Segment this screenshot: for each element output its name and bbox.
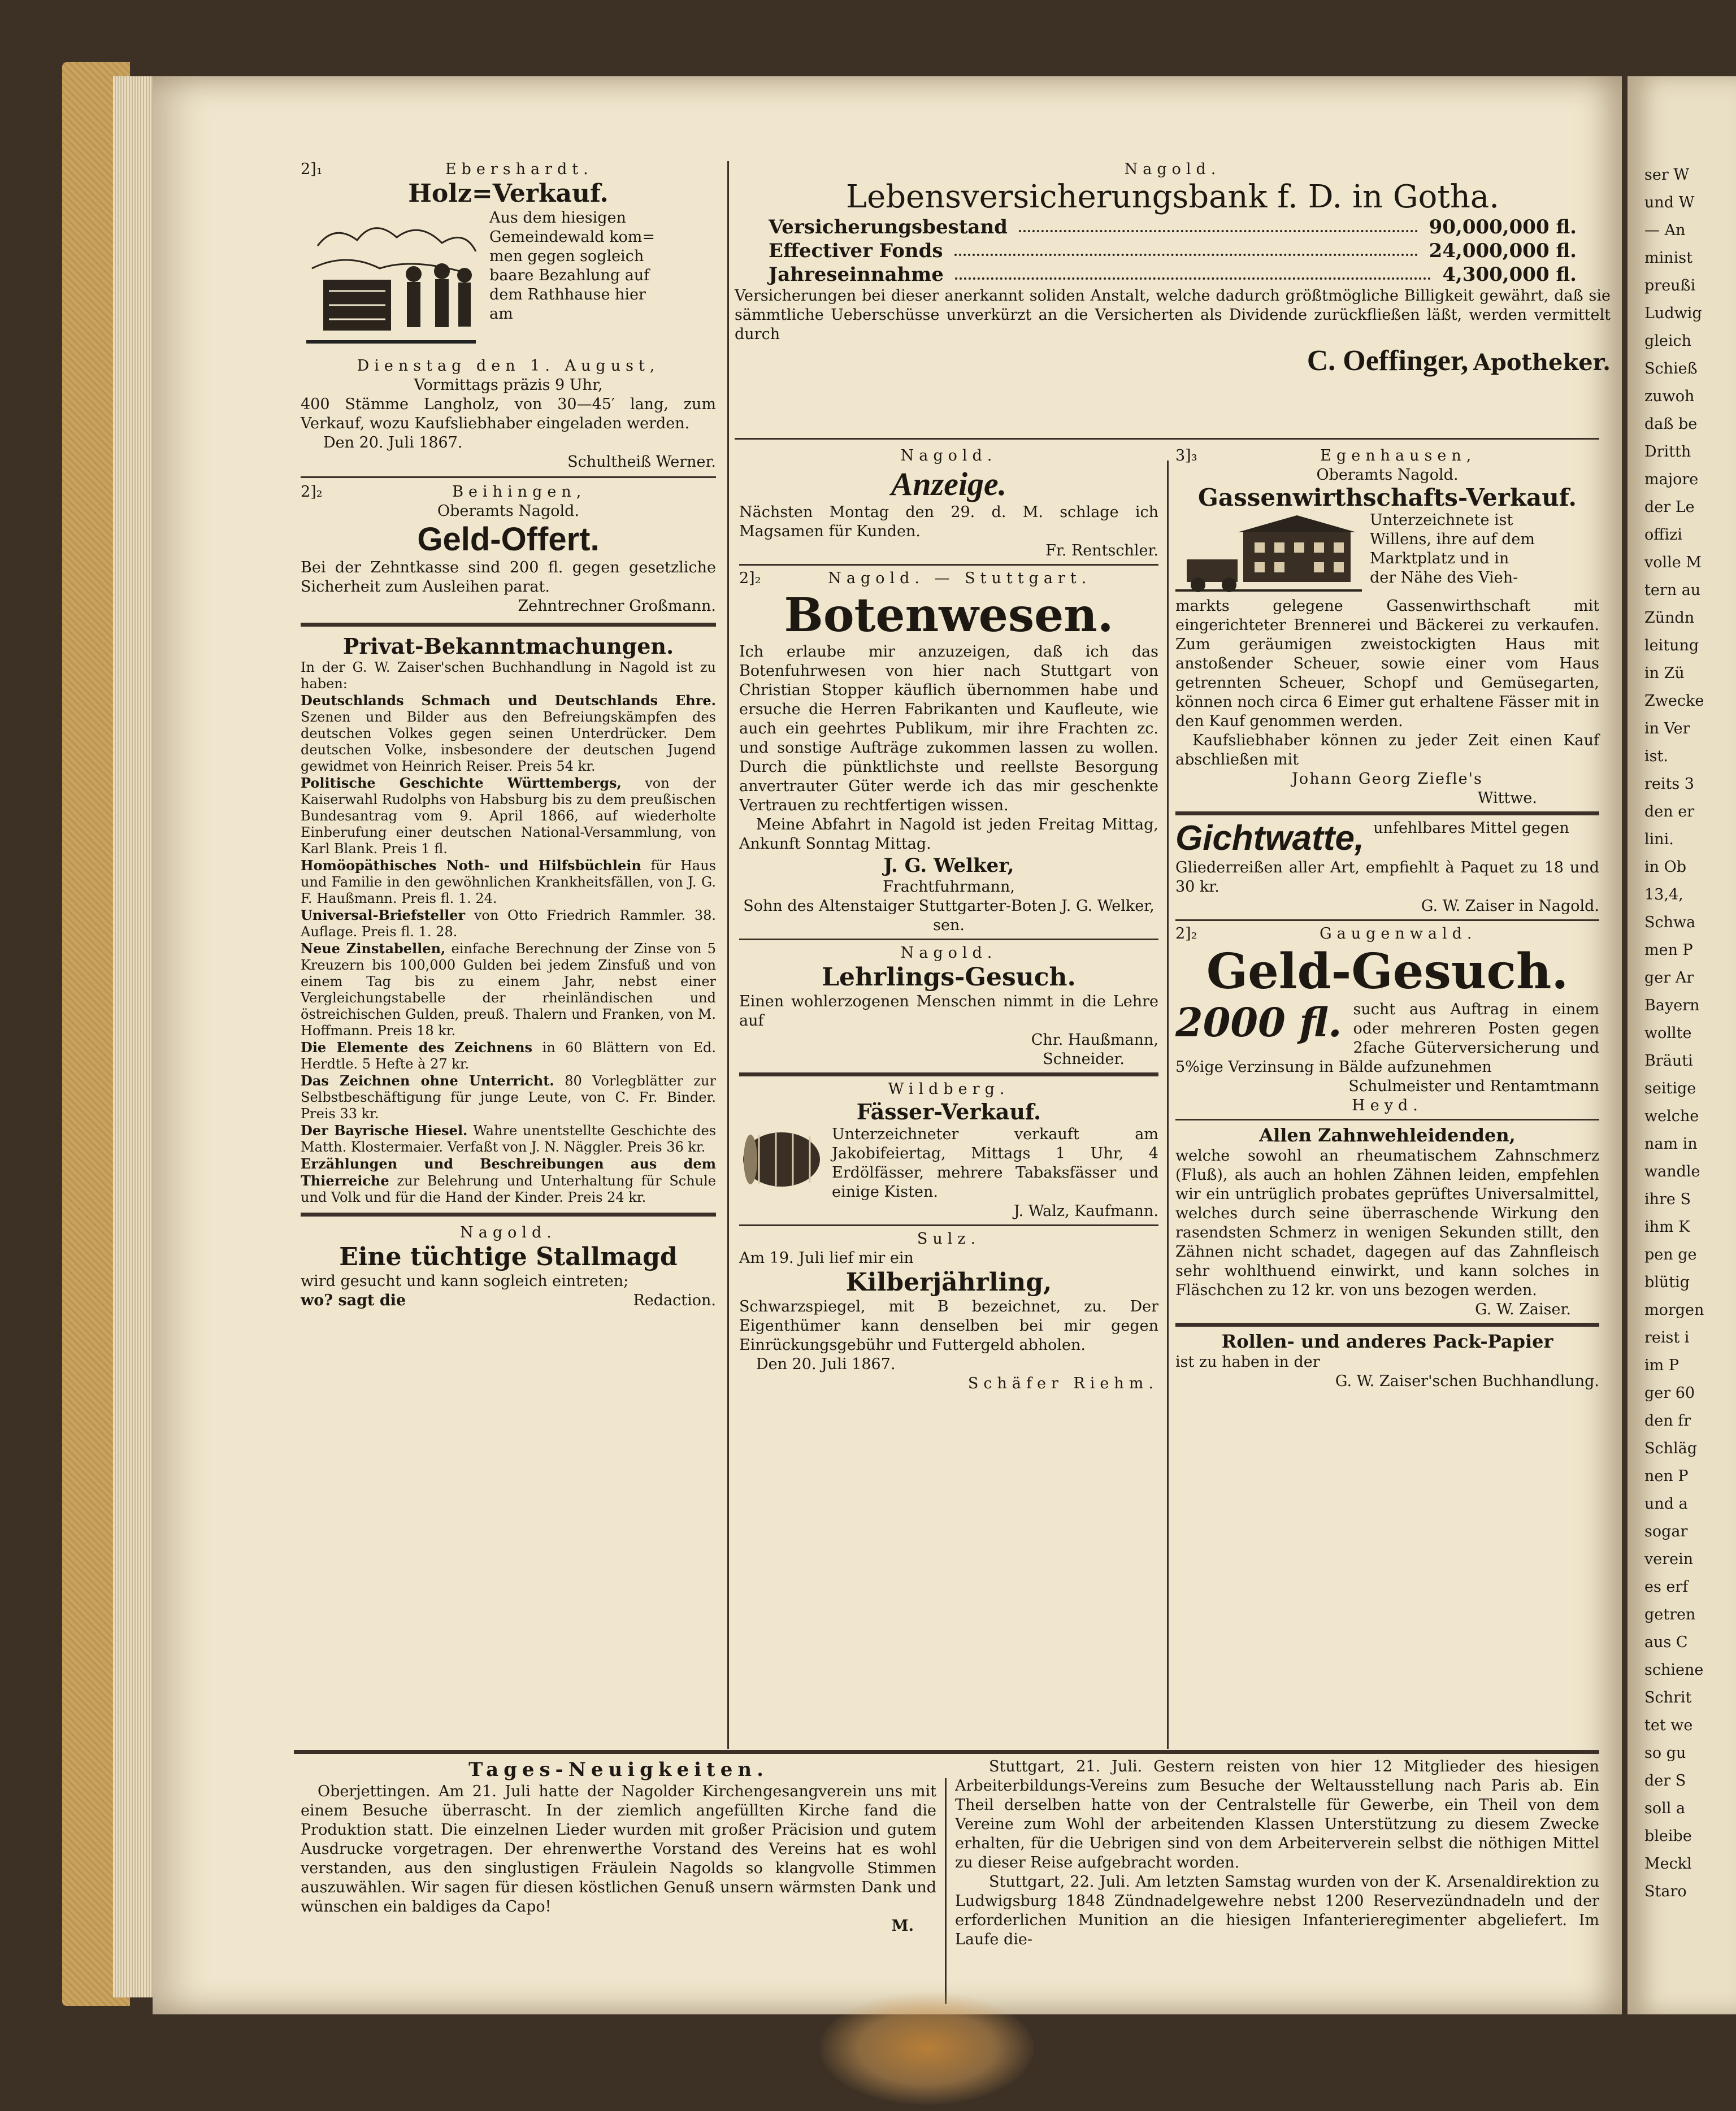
column-rule xyxy=(1167,461,1169,1749)
ad-body: welche sowohl an rheumatischem Zahnschmerz (Fluß), als auch an hohlen Zähnen leiden, empfehlen wir ein untrüglich probates geprüftes Universalmittel, welches durch seine überraschende Wirkung den rasendsten Schmerz in wenigen Sekunden stillt, den Zähnen nicht schadet, dagegen auf das Zahnfleisch sehr wohlthuend einwirkt, und kann solches in Fläschchen zu 12 kr. von uns bezogen werden. xyxy=(1175,1147,1599,1299)
ad-body: Unterzeichneter verkauft am Jakobifeiertag, Mittags 1 Uhr, 4 Erdölfässer, mehrere Tabaksfässer und einige Kisten. xyxy=(832,1126,1158,1201)
column-rule xyxy=(945,1778,947,2004)
section-rule xyxy=(294,1750,1599,1754)
facing-page-line: Dritth xyxy=(1644,443,1691,461)
ad-tail: unfehlbares Mittel gegen xyxy=(1373,819,1569,837)
ad-place: Egenhausen, xyxy=(1320,447,1477,464)
facing-page-line: preußi xyxy=(1644,277,1696,294)
ad-body: Versicherungen bei dieser anerkannt soliden Anstalt, welche dadurch größtmögliche Billigkeit gewährt, daß sie sämmtliche Ueberschüsse unverkürzt an die Versicherten als Dividende zurückfließen läßt, werden vermittelt durch xyxy=(735,287,1611,343)
ad-place: Sulz. xyxy=(917,1230,981,1248)
facing-page-line: pen ge xyxy=(1644,1246,1697,1263)
facing-page-line: getren xyxy=(1644,1606,1696,1623)
facing-page-line: volle M xyxy=(1644,554,1702,571)
ad-subplace: Oberamts Nagold. xyxy=(1316,466,1459,484)
facing-page-line: ihre S xyxy=(1644,1191,1691,1208)
water-stain xyxy=(819,1992,1034,2105)
ad-title: Allen Zahnwehleidenden, xyxy=(1259,1124,1516,1146)
news-article: Stuttgart, 21. Juli. Gestern reisten von hier 12 Mitglieder des hiesigen Arbeiterbildungs-Vereins zum Besuche der Weltausstellung nach Paris ab. Ein Theil derselben hatte von der Centralstelle für Gewerbe, ein Theil von dem Vereine zum Wohl der arbeitenden Klassen Unterstützung zu diesem Zwecke erhalten, für die Uebrigen sind von dem Arbeiterverein selbst die nöthigen Mittel zu dieser Reise aufgebracht worden. xyxy=(955,1758,1599,1871)
left-column xyxy=(301,160,716,1310)
ad-dated: Den 20. Juli 1867. xyxy=(323,434,463,451)
ad-line: men gegen sogleich xyxy=(489,247,644,265)
facing-page-line: aus C xyxy=(1644,1634,1688,1651)
facing-page-text xyxy=(1644,161,1704,1905)
facing-page-line: Ludwig xyxy=(1644,305,1702,322)
insurance-row: Effectiver Fonds 24,000,000 fl. xyxy=(769,240,1577,262)
news-left xyxy=(301,1757,936,1936)
ad-line: Unterzeichnete ist xyxy=(1370,511,1513,529)
ad-agent: C. Oeffinger, Apotheker. xyxy=(1307,345,1611,377)
facing-page-line: seitige xyxy=(1644,1080,1696,1097)
ad-title: Rollen- und anderes Pack-Papier xyxy=(1221,1331,1553,1352)
facing-page-line: sogar xyxy=(1644,1523,1688,1540)
ad-question: wo? sagt die xyxy=(301,1292,406,1309)
ad-subplace: Oberamts Nagold. xyxy=(437,502,580,520)
ad-signature: Schulmeister und Rentamtmann xyxy=(1348,1078,1599,1095)
woodcut-illustration-icon xyxy=(301,212,481,353)
ad-role: Schneider. xyxy=(1043,1050,1125,1068)
book-item: Die Elemente des Zeichnens in 60 Blättern von Ed. Herdtle. 5 Hefte à 27 kr. xyxy=(301,1039,716,1072)
ad-signature: Heyd. xyxy=(1352,1097,1423,1114)
ad-line: Willens, ihre auf dem xyxy=(1370,531,1535,548)
facing-page-line: in Ver xyxy=(1644,720,1690,737)
right-column xyxy=(1175,446,1599,1391)
facing-page-line: wollte xyxy=(1644,1024,1692,1042)
barrel-icon xyxy=(739,1128,824,1191)
facing-page-line: tet we xyxy=(1644,1717,1693,1734)
ad-body: Kaufsliebhaber können zu jeder Zeit einen Kauf abschließen mit xyxy=(1175,732,1599,768)
ad-number: 2]₂ xyxy=(739,570,761,587)
ad-body: Einen wohlerzogenen Menschen nimmt in die Lehre auf xyxy=(739,993,1158,1030)
section-title: Privat-Bekanntmachungen. xyxy=(342,633,674,659)
facing-page-line: wandle xyxy=(1644,1163,1700,1180)
facing-page-line: offizi xyxy=(1644,526,1682,544)
ad-body: Nächsten Montag den 29. d. M. schlage ich Magsamen für Kunden. xyxy=(739,503,1158,540)
facing-page-line: der S xyxy=(1644,1772,1686,1789)
section-intro: In der G. W. Zaiser'schen Buchhandlung in Nagold ist zu haben: xyxy=(301,659,716,692)
insurance-ad xyxy=(735,160,1611,378)
ad-body: Meine Abfahrt in Nagold ist jeden Freitag Mittag, Ankunft Sonntag Mittag. xyxy=(739,816,1158,853)
ad-title: Geld-Offert. xyxy=(417,521,600,558)
facing-page-line: Meckl xyxy=(1644,1855,1692,1873)
book-item: Deutschlands Schmach und Deutschlands Ehre. Szenen und Bilder aus den Befreiungskämpfen des deutschen Volkes gegen seinen Unterdrücker. Dem deutschen Volke, insbesondere der deutschen Jugend gewidmet von Heinrich Reiser. Preis 54 kr. xyxy=(301,692,716,774)
facing-page-line: in Zü xyxy=(1644,664,1685,682)
ad-place: Nagold. — Stuttgart. xyxy=(828,570,1092,587)
ad-number: 2]₂ xyxy=(1175,925,1197,942)
facing-page-line: lini. xyxy=(1644,831,1674,848)
facing-page-line: bleibe xyxy=(1644,1827,1692,1845)
ad-dated: Den 20. Juli 1867. xyxy=(756,1356,896,1373)
ad-place: Nagold. xyxy=(1124,160,1221,178)
facing-page-line: und W xyxy=(1644,194,1695,211)
ad-number: 3]₃ xyxy=(1175,447,1197,464)
news-signature: M. xyxy=(891,1917,914,1935)
facing-page-line: Staro xyxy=(1644,1883,1687,1900)
ad-body: ist zu haben in der xyxy=(1175,1353,1320,1371)
ad-intro: Am 19. Juli lief mir ein xyxy=(739,1249,914,1267)
ad-signature: Chr. Haußmann, xyxy=(1031,1031,1158,1049)
ad-signature: Johann Georg Ziefle's xyxy=(1292,770,1483,788)
ad-body: markts gelegene Gassenwirthschaft mit eingerichteter Brennerei und Bäckerei zu verkaufen. Zum geräumigen zweistockigten Haus mit anstoßender Scheuer, sowie einer vom Haus getrennten Scheuer, Schopf und Gemüsegarten, können noch circa 6 Eimer gut erhaltene Fässer mit in den Kauf genommen werden. xyxy=(1175,597,1599,730)
book-item: Das Zeichnen ohne Unterricht. 80 Vorlegblätter zur Selbstbeschäftigung für junge Leute, von C. Fr. Binder. Preis 33 kr. xyxy=(301,1072,716,1122)
facing-page-line: soll a xyxy=(1644,1800,1686,1817)
ad-number: 2]₂ xyxy=(301,483,323,501)
insurance-row: Jahreseinnahme 4,300,000 fl. xyxy=(769,263,1577,286)
newspaper-page xyxy=(153,76,1622,2014)
ad-title: Kilberjährling, xyxy=(845,1268,1052,1297)
facing-page-line: nen P xyxy=(1644,1467,1689,1485)
book-item: Erzählungen und Beschreibungen aus dem Thierreiche zur Belehrung und Unterhaltung für Schule und Volk und für die Hand der Kinder. Preis 24 kr. xyxy=(301,1156,716,1205)
page-edges xyxy=(113,76,153,1997)
news-article: Oberjettingen. Am 21. Juli hatte der Nagolder Kirchengesangverein uns mit einem Besuche überrascht. In der ziemlich angefüllten Kirche fand die Produktion statt. Die einzelnen Lieder wurden mit großer Präcision und gutem Ausdrucke vorgetragen. Der ehrenwerthe Vorstand des Vereins hat es wohl verstanden, aus den singlustigen Fräulein Nagolds so klangvolle Stimmen auszuwählen. Wir sagen für diesen köstlichen Genuß unsern wärmsten Dank und wünschen ein baldiges da Capo! xyxy=(301,1783,936,1915)
book-item: Politische Geschichte Württembergs, von der Kaiserwahl Rudolphs von Habsburg bis zu dem preußischen Bundesantrag vom 9. April 1866, auf wiederholte Einberufung einer deutschen National-Versammlung, von Karl Blank. Preis 1 fl. xyxy=(301,775,716,857)
ad-body: Bei der Zehntkasse sind 200 fl. gegen gesetzliche Sicherheit zum Ausleihen parat. xyxy=(301,559,716,596)
facing-page-line: Schläg xyxy=(1644,1440,1698,1457)
facing-page-line: ser W xyxy=(1644,166,1690,184)
facing-page-line: reist i xyxy=(1644,1329,1690,1346)
ad-signature: Schäfer Riehm. xyxy=(967,1375,1158,1392)
ad-role: Sohn des Altenstaiger Stuttgarter-Boten J. G. Welker, sen. xyxy=(743,897,1155,934)
ad-title: Anzeige. xyxy=(891,466,1007,502)
facing-page-line: schiene xyxy=(1644,1661,1704,1679)
ad-body: Ich erlaube mir anzuzeigen, daß ich das Botenfuhrwesen von hier nach Stuttgart von Christian Stopper käuflich übernommen habe und ersuche die Herren Fabrikanten und Kaufleute, wie auch ein geehrtes Publikum, mir ihre Frachten zc. und sonstige Aufträge zukommen lassen zu wollen. Durch die pünktlichste und reellste Besorgung anvertrauter Güter werde ich das mir geschenkte Vertrauen zu rechtfertigen wissen. xyxy=(739,643,1158,814)
middle-column xyxy=(739,446,1158,1393)
facing-page-line: es erf xyxy=(1644,1578,1689,1596)
facing-page-line: Schwa xyxy=(1644,914,1696,931)
facing-page-line: ihm K xyxy=(1644,1218,1690,1236)
book-list xyxy=(301,692,716,1206)
ad-place: Nagold. xyxy=(900,447,997,464)
ad-role: Frachtfuhrmann, xyxy=(883,878,1015,896)
facing-page-line: reits 3 xyxy=(1644,775,1694,793)
ad-signature: G. W. Zaiser'schen Buchhandlung. xyxy=(1335,1372,1599,1390)
ad-date: Dienstag den 1. August, xyxy=(357,357,660,375)
column-rule xyxy=(727,161,729,1749)
facing-page-line: 13,4, xyxy=(1644,886,1683,904)
facing-page-line: — An xyxy=(1644,221,1686,239)
ad-signature: G. W. Zaiser in Nagold. xyxy=(1421,897,1599,915)
ad-title: Lehrlings-Gesuch. xyxy=(822,963,1076,992)
facing-page-line: tern au xyxy=(1644,581,1701,599)
facing-page-line: zuwoh xyxy=(1644,388,1695,405)
facing-page-line: blütig xyxy=(1644,1274,1690,1291)
facing-page-line: Zündn xyxy=(1644,609,1695,627)
news-title: Tages-Neuigkeiten. xyxy=(468,1758,769,1781)
facing-page-line: leitung xyxy=(1644,637,1699,654)
ad-line: der Nähe des Vieh- xyxy=(1370,569,1518,587)
facing-page-line: im P xyxy=(1644,1357,1679,1374)
facing-page-line: welche xyxy=(1644,1107,1699,1125)
facing-page-line: so gu xyxy=(1644,1744,1686,1762)
ad-title: Gichtwatte, xyxy=(1175,819,1365,858)
ad-title: Gassenwirthschafts-Verkauf. xyxy=(1198,484,1577,511)
ad-line: am xyxy=(489,305,513,323)
facing-page-line: minist xyxy=(1644,249,1692,267)
facing-page-line: der Le xyxy=(1644,498,1695,516)
ad-time: Vormittags präzis 9 Uhr, xyxy=(414,376,603,394)
ad-title: Geld-Gesuch. xyxy=(1206,943,1569,1000)
ad-body: wird gesucht und kann sogleich eintreten; xyxy=(301,1272,629,1290)
ad-title: Botenwesen. xyxy=(784,588,1114,642)
facing-page-line: morgen xyxy=(1644,1301,1704,1319)
ad-signature: G. W. Zaiser. xyxy=(1475,1301,1571,1318)
inn-illustration-icon xyxy=(1175,514,1362,593)
ad-place: Nagold. xyxy=(900,944,997,962)
ad-number: 2]₁ xyxy=(301,160,323,178)
ad-line: Marktplatz und in xyxy=(1370,550,1509,567)
ad-title: Fässer-Verkauf. xyxy=(856,1099,1041,1124)
ad-signature: Zehntrechner Großmann. xyxy=(518,597,716,615)
insurance-row: Versicherungsbestand 90,000,000 fl. xyxy=(769,216,1577,238)
facing-page-line: nam in xyxy=(1644,1135,1698,1153)
facing-page-line: ist. xyxy=(1644,748,1668,765)
ad-title: Lebensversicherungsbank f. D. in Gotha. xyxy=(845,179,1500,215)
ad-amount: 2000 fl. xyxy=(1175,1000,1342,1046)
facing-page-line: Bräuti xyxy=(1644,1052,1693,1070)
ad-signature: J. G. Welker, xyxy=(883,854,1014,877)
facing-page-line: verein xyxy=(1644,1550,1694,1568)
news-right xyxy=(955,1757,1599,1949)
facing-page-line: gleich xyxy=(1644,332,1692,350)
facing-page-line: Bayern xyxy=(1644,997,1700,1014)
ad-line: dem Rathhause hier xyxy=(489,286,646,303)
ad-place: Wildberg. xyxy=(888,1080,1010,1098)
ad-signature: Redaction. xyxy=(633,1292,716,1309)
facing-page-line: Schrit xyxy=(1644,1689,1692,1706)
ad-body: Gliederreißen aller Art, empfiehlt à Paquet zu 18 und 30 kr. xyxy=(1175,859,1599,896)
ad-signature: Schultheiß Werner. xyxy=(567,453,716,471)
ad-place: Beihingen, xyxy=(452,483,587,501)
ad-body: Schwarzspiegel, mit B bezeichnet, zu. Der Eigenthümer kann denselben bei mir gegen Einrückungsgebühr und Futtergeld abholen. xyxy=(739,1298,1158,1354)
ad-signature: Wittwe. xyxy=(1477,789,1537,807)
ad-place: Gaugenwald. xyxy=(1320,925,1477,942)
book-item: Homöopäthisches Noth- und Hilfsbüchlein für Haus und Familie in den gewöhnlichen Krankheitsfällen, von J. G. F. Haußmann. Preis fl. 1. 24. xyxy=(301,857,716,906)
ad-title: Holz=Verkauf. xyxy=(408,179,609,208)
ad-body: sucht aus Auftrag in einem oder mehreren Posten gegen 2fache Güterversicherung und 5%ige Verzinsung in Bälde aufzunehmen xyxy=(1175,1001,1599,1076)
ad-title: Eine tüchtige Stallmagd xyxy=(339,1243,678,1271)
ad-line: baare Bezahlung auf xyxy=(489,267,650,284)
facing-page-line: men P xyxy=(1644,941,1693,959)
news-article: Stuttgart, 22. Juli. Am letzten Samstag wurden von der K. Arsenaldirektion zu Ludwigsburg 1848 Zündnadelgewehre nebst 1200 Reservezündnadeln und der erforderlichen Munition an die hiesigen Infanterieregimenter abgeliefert. Im Laufe die- xyxy=(955,1873,1599,1948)
facing-page-line: in Ob xyxy=(1644,858,1687,876)
ad-signature: J. Walz, Kaufmann. xyxy=(1013,1202,1158,1220)
ad-line: Gemeindewald kom= xyxy=(489,228,655,246)
book-item: Der Bayrische Hiesel. Wahre unentstellte Geschichte des Matth. Klostermaier. Verfaßt von J. N. Näggler. Preis 36 kr. xyxy=(301,1122,717,1155)
facing-page-line: Schieß xyxy=(1644,360,1698,377)
ad-body: 400 Stämme Langholz, von 30—45′ lang, zum Verkauf, wozu Kaufsliebhaber eingeladen werden. xyxy=(301,396,716,432)
facing-page-line: Zwecke xyxy=(1644,692,1704,710)
facing-page-line: ger 60 xyxy=(1644,1384,1695,1402)
book-item: Neue Zinstabellen, einfache Berechnung der Zinse von 5 Kreuzern bis 100,000 Gulden bei jedem Zinsfuß und von einem Tag bis zu einem Jahr, nebst einer Vergleichungstabelle der rheinländischen und östreichischen Gulden, preuß. Thalern und Franken, von M. Hoffmann. Preis 18 kr. xyxy=(301,940,716,1039)
ad-signature: Fr. Rentschler. xyxy=(1045,542,1158,559)
facing-page-line: majore xyxy=(1644,471,1699,488)
ad-line: Aus dem hiesigen xyxy=(489,209,626,227)
ad-place: Nagold. xyxy=(460,1224,557,1241)
book-item: Universal-Briefsteller von Otto Friedrich Rammler. 38. Auflage. Preis fl. 1. 28. xyxy=(301,907,716,940)
facing-page-line: den fr xyxy=(1644,1412,1691,1430)
facing-page xyxy=(1628,76,1736,2014)
facing-page-line: ger Ar xyxy=(1644,969,1694,987)
facing-page-line: den er xyxy=(1644,803,1695,820)
ad-place: Ebershardt. xyxy=(445,160,593,178)
facing-page-line: daß be xyxy=(1644,415,1698,433)
facing-page-line: und a xyxy=(1644,1495,1688,1513)
